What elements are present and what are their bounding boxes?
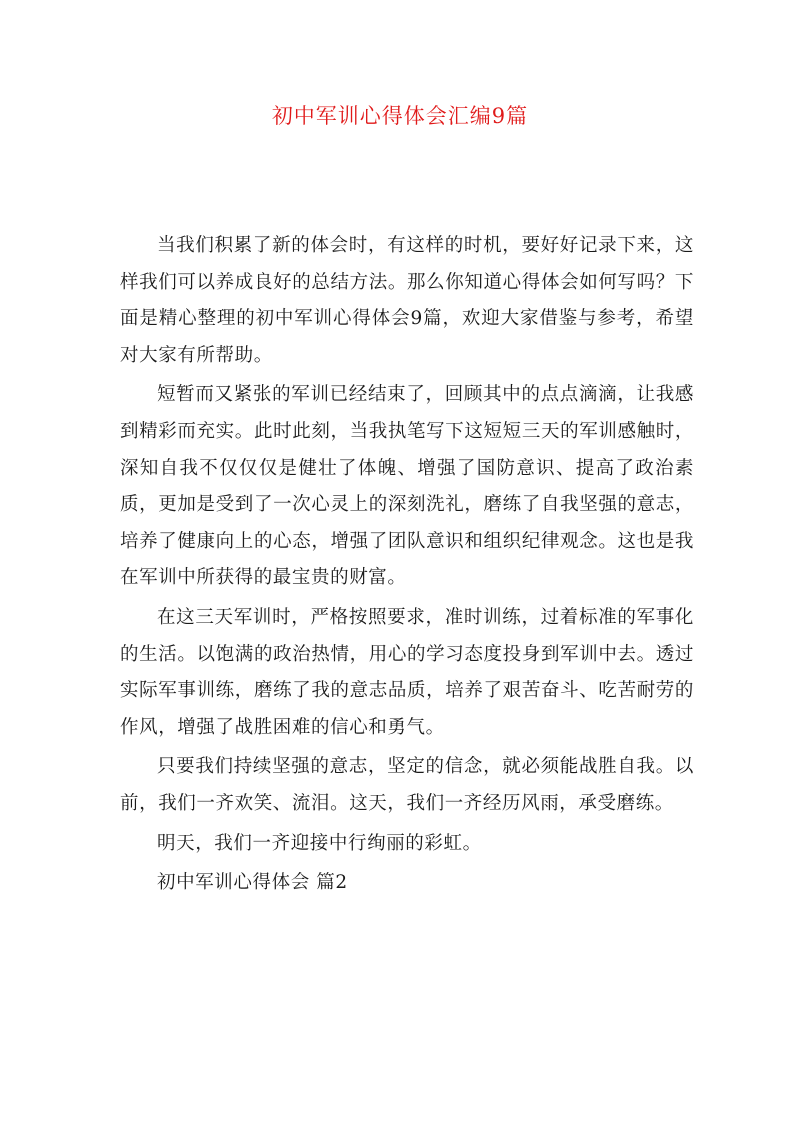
paragraph-intro: 当我们积累了新的体会时，有这样的时机，要好好记录下来，这样我们可以养成良好的总结方法。那么你知道心得体会如何写吗？下面是精心整理的初中军训心得体会9篇，欢迎大家借鉴与参考，希望对大家有所帮助。: [120, 235, 694, 366]
paragraph-reflection: 短暂而又紧张的军训已经结束了，回顾其中的点点滴滴，让我感到精彩而充实。此时此刻，当我执笔写下这短短三天的军训感触时，深知自我不仅仅仅是健壮了体魄、增强了国防意识、提高了政治素质，更加是受到了一次心灵上的深刻洗礼，磨练了自我坚强的意志，培养了健康向上的心态，增强了团队意识和组织纪律观念。这也是我在军训中所获得的最宝贵的财富。: [120, 384, 694, 589]
section-heading: 初中军训心得体会 篇2: [157, 872, 348, 894]
paragraph-will: 只要我们持续坚强的意志，坚定的信念，就必须能战胜自我。以前，我们一齐欢笑、流泪。这天，我们一齐经历风雨，承受磨练。: [120, 756, 694, 814]
paragraph-tomorrow: 明天，我们一齐迎接中行绚丽的彩虹。: [157, 832, 482, 854]
document-body: [120, 228, 694, 902]
document-title: 初中军训心得体会汇编9篇: [271, 104, 529, 128]
paragraph-training: 在这三天军训时，严格按照要求，准时训练，过着标准的军事化的生活。以饱满的政治热情，用心的学习态度投身到军训中去。透过实际军事训练，磨练了我的意志品质，培养了艰苦奋斗、吃苦耐劳的作风，增强了战胜困难的信心和勇气。: [120, 606, 694, 738]
